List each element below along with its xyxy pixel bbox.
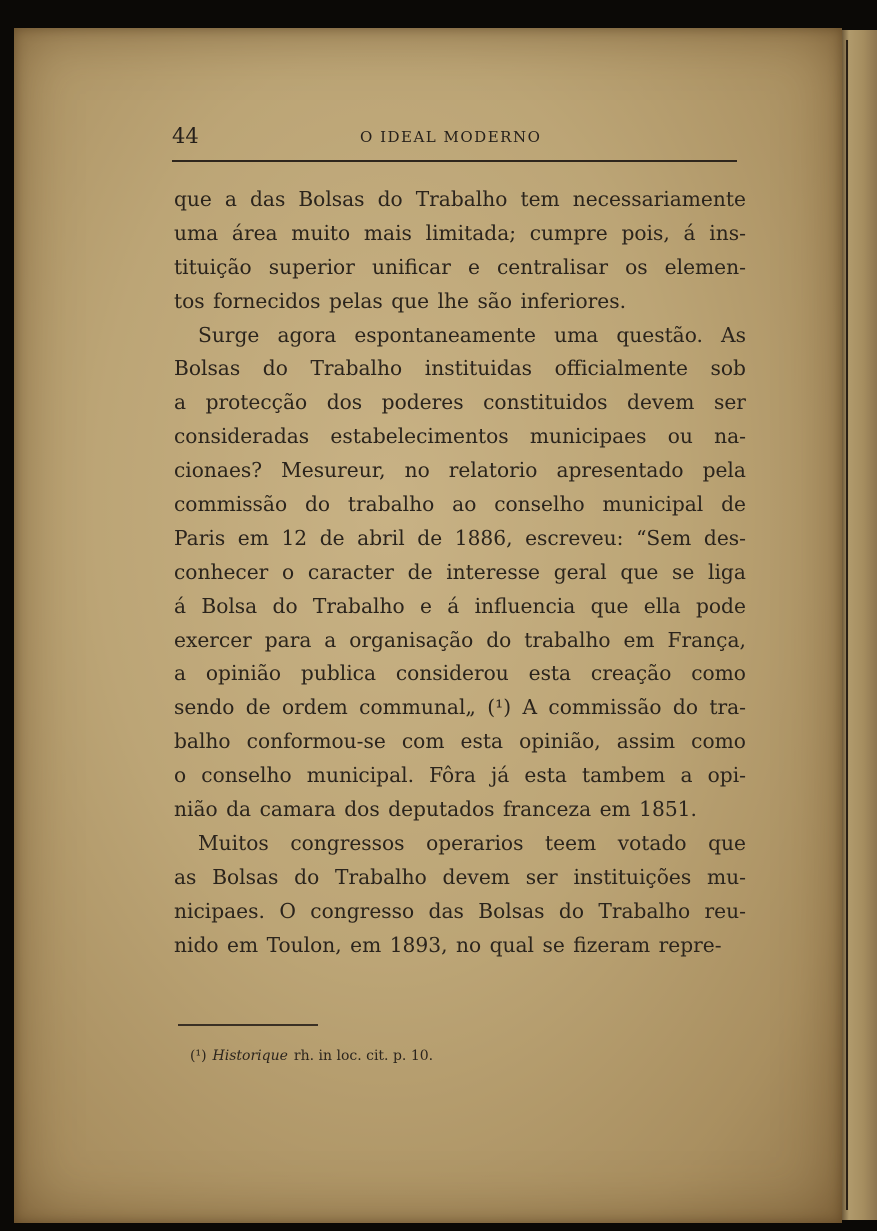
- text-line: as Bolsas do Trabalho devem ser instituições mu-: [174, 864, 746, 889]
- text-line: balho conformou-se com esta opinião, assim como: [174, 729, 746, 754]
- text-line: cionaes? Mesureur, no relatorio apresentado pela: [174, 458, 746, 483]
- footnote-title: Historique: [212, 1048, 288, 1064]
- text-line: uma área muito mais limitada; cumpre pois, á ins-: [174, 220, 746, 245]
- text-line: exercer para a organisação do trabalho em França,: [174, 627, 746, 652]
- text-line: sendo de ordem communal„ (¹) A commissão do tra-: [174, 695, 746, 720]
- text-line: nicipaes. O congresso das Bolsas do Trabalho reu-: [174, 898, 746, 923]
- text-line: Muitos congressos operarios teem votado que: [198, 830, 746, 855]
- page-header: [172, 124, 742, 150]
- text-line: á Bolsa do Trabalho e á influencia que ella pode: [174, 593, 746, 618]
- text-line: o conselho municipal. Fôra já esta tambem a opi-: [174, 763, 746, 788]
- text-line: nido em Toulon, em 1893, no qual se fizeram repre-: [174, 932, 722, 957]
- text-line: que a das Bolsas do Trabalho tem necessariamente: [174, 187, 746, 211]
- text-line: Paris em 12 de abril de 1886, escreveu: “Sem des-: [174, 525, 746, 550]
- text-line: consideradas estabelecimentos municipaes ou na-: [174, 424, 746, 449]
- page-number: 44: [172, 124, 199, 148]
- text-line: tituição superior unificar e centralisar os elemen-: [174, 254, 746, 279]
- footnote-mark: (¹): [190, 1048, 207, 1064]
- text-line: nião da camara dos deputados franceza em 1851.: [174, 797, 697, 822]
- text-line: conhecer o caracter de interesse geral que se liga: [174, 559, 746, 584]
- text-line: Bolsas do Trabalho instituidas officialmente sob: [174, 356, 746, 381]
- footnote-rule: [178, 1024, 318, 1026]
- text-line: a opinião publica considerou esta creação como: [174, 661, 746, 686]
- body-text: [174, 183, 746, 962]
- running-title: O IDEAL MODERNO: [360, 128, 542, 146]
- text-line: tos fornecidos pelas que lhe são inferiores.: [174, 288, 626, 313]
- text-line: Surge agora espontaneamente uma questão. As: [198, 322, 746, 347]
- footnote-reference: rh. in loc. cit. p. 10.: [293, 1048, 434, 1064]
- text-line: commissão do trabalho ao conselho municipal de: [174, 492, 746, 517]
- header-rule: [172, 160, 737, 162]
- page-gutter-line: [846, 40, 848, 1210]
- text-line: a protecção dos poderes constituidos devem ser: [174, 390, 746, 415]
- footnote: [190, 1048, 433, 1064]
